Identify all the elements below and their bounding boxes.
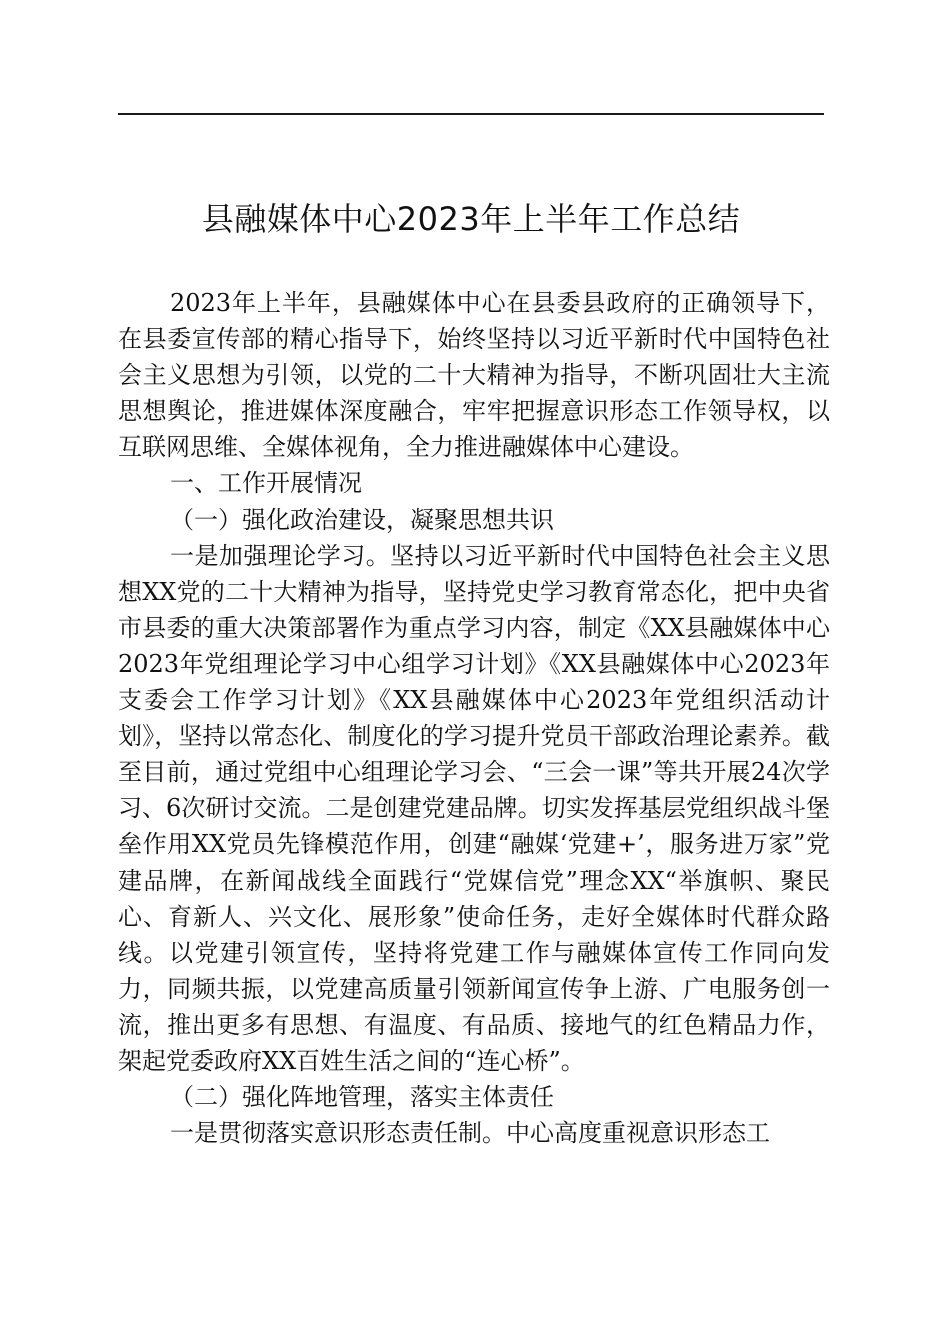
subsection-heading-2: （二）强化阵地管理，落实主体责任 — [170, 1083, 554, 1112]
section-heading-1: 一、工作开展情况 — [170, 469, 362, 498]
body-paragraph: 一是加强理论学习。坚持以习近平新时代中国特色社会主义思想XX党的二十大精神为指导，坚持党史学习教育常态化，把中央省市县委的重大决策部署作为重点学习内容，制定《XX县融媒体中心2023年党组理论学习中心组学习计划》《XX县融媒体中心2023年支委会工作学习计划》《XX县融媒体中心2023年党组织活动计划》，坚持以常态化、制度化的学习提升党员干部政治理论素养。截至目前，通过党组中心组理论学习会、“三会一课”等共开展24次学习、6次研讨交流。二是创建党建品牌。切实发挥基层党组织战斗堡垒作用XX党员先锋模范作用，创建“融媒‘党建+’，服务进万家”党建品牌，在新闻战线全面践行“党媒信党”理念XX“举旗帜、聚民心、育新人、兴文化、展形象”使命任务，走好全媒体时代群众路线。以党建引领宣传，坚持将党建工作与融媒体宣传工作同向发力，同频共振，以党建高质量引领新闻宣传争上游、广电服务创一流，推出更多有思想、有温度、有品质、接地气的红色精品力作，架起党委政府XX百姓生活之间的“连心桥”。 — [118, 541, 830, 1075]
intro-paragraph: 2023年上半年，县融媒体中心在县委县政府的正确领导下，在县委宣传部的精心指导下，始终坚持以习近平新时代中国特色社会主义思想为引领，以党的二十大精神为指导，不断巩固壮大主流思想舆论，推进媒体深度融合，牢牢把握意识形态工作领导权，以互联网思维、全媒体视角，全力推进融媒体中心建设。 — [118, 289, 830, 462]
header-rule — [118, 113, 824, 115]
body-paragraph-truncated: 一是贯彻落实意识形态责任制。中心高度重视意识形态工 — [170, 1119, 770, 1148]
document-title: 县融媒体中心2023年上半年工作总结 — [201, 200, 741, 238]
document-body — [118, 285, 830, 1151]
subsection-heading-1: （一）强化政治建设，凝聚思想共识 — [170, 505, 554, 534]
